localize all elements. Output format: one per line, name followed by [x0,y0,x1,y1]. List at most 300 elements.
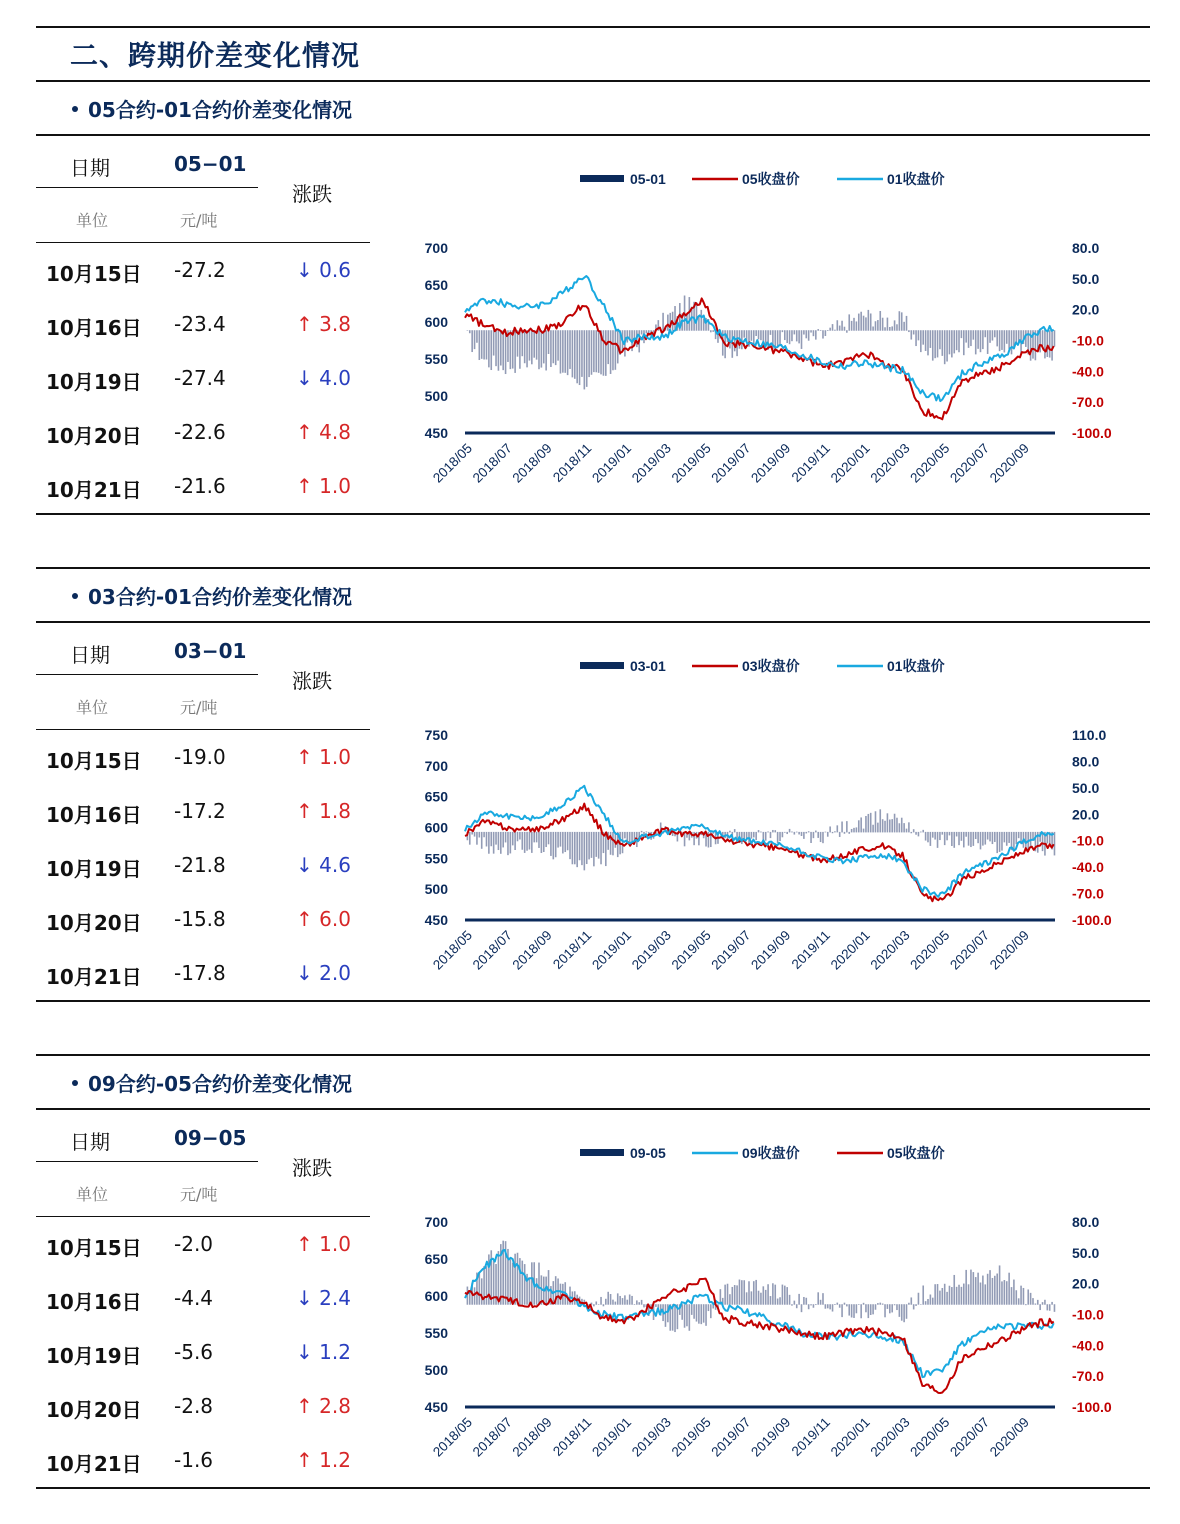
legend-swatch-bar [580,662,624,669]
spread-bar [772,830,774,832]
spread-bar [521,330,523,356]
right-tick-label: -10.0 [1072,1306,1104,1323]
spread-bar [536,1278,538,1305]
row-date: 10月15日 [46,1236,142,1260]
spread-bar [696,1304,698,1321]
spread-bar [970,832,972,847]
spread-bar [488,330,490,367]
spread-bar [891,819,893,832]
spread-bar [798,330,800,343]
spread-bar [562,832,564,854]
spread-bar [638,1302,640,1305]
spread-bar [543,832,545,852]
spread-bar [741,832,743,844]
spread-bar [817,1292,819,1304]
x-tick-label: 2019/03 [628,440,674,486]
right-tick-label: 50.0 [1072,270,1100,287]
spread-bar [858,1304,860,1305]
spread-bar [612,1300,614,1305]
spread-bar [932,330,934,360]
spread-bar [784,832,786,833]
spread-bar [922,1285,924,1304]
spread-bar [684,1304,686,1327]
spread-bar [748,1281,750,1304]
spread-bar [853,1304,855,1318]
spread-bar [791,1304,793,1305]
spread-bar [646,330,648,333]
spread-bar [1011,1287,1013,1305]
spread-bar [961,330,963,338]
spread-bar [1044,330,1046,358]
row-date: 10月16日 [46,316,142,340]
spread-bar [493,330,495,355]
spread-bar [970,1270,972,1305]
spread-bar [598,832,600,859]
spread-bar [624,1295,626,1304]
spread-bar [517,832,519,841]
right-tick-label: 80.0 [1072,240,1100,256]
spread-bar [474,330,476,349]
spread-bar [996,832,998,853]
spread-bar [832,1304,834,1311]
spread-bar [968,832,970,846]
spread-bar [925,330,927,351]
spread-bar [987,330,989,354]
section-top-rule [36,1054,1150,1056]
spread-bar [765,832,767,841]
spread-bar [834,330,836,331]
right-tick-label: -70.0 [1072,1368,1104,1385]
spread-bar [782,330,784,332]
x-tick-label: 2020/07 [947,1414,993,1460]
spread-bar [882,819,884,832]
spread-bar [1044,1300,1046,1305]
spread-bar [984,832,986,845]
spread-bar [918,832,920,836]
spread-bar [918,1293,920,1305]
spread-bar [798,1294,800,1305]
spread-bar [930,330,932,348]
spread-bar [634,1304,636,1305]
spread-bar [521,832,523,850]
row-value: -4.4 [174,1286,214,1310]
row-date: 10月20日 [46,911,142,935]
spread-bar [1008,832,1010,843]
spread-bar [615,330,617,370]
spread-bar [951,832,953,846]
spread-bar [810,832,812,843]
spread-bar [846,821,848,832]
spread-bar [925,1301,927,1305]
spread-bar [1054,1304,1056,1312]
spread-bar [626,1300,628,1305]
spread-bar [796,330,798,341]
spread-bar [884,1304,886,1317]
spread-bar [868,1304,870,1318]
spread-bar [691,1304,693,1315]
spread-bar [624,832,626,838]
spread-bar [786,832,788,834]
spread-bar [970,330,972,346]
row-change: ↑ 1.0 [296,1232,351,1256]
spread-bar [922,330,924,344]
unit-label: 单位 [76,211,109,230]
spread-bar [887,1304,889,1309]
code-header: 05−01 [174,152,247,176]
spread-bar [820,1300,822,1305]
spread-bar [791,832,793,833]
spread-bar [481,330,483,359]
spread-bar [977,1273,979,1305]
spread-bar [512,832,514,845]
spread-bar [951,330,953,357]
spread-bar [514,1254,516,1305]
spread-bar [796,832,798,833]
row-value: -17.2 [174,799,226,823]
spread-bar [474,1287,476,1304]
spread-bar [1054,832,1056,856]
spread-bar [481,832,483,849]
spread-bar [1006,330,1008,344]
unit-label: 单位 [76,1185,109,1204]
spread-bar [968,330,970,348]
row-change: ↓ 0.6 [296,258,351,282]
spread-bar [636,1300,638,1304]
left-tick-label: 700 [424,757,448,774]
spread-bar [930,1295,932,1305]
spread-bar [958,1285,960,1305]
right-tick-label: -100.0 [1072,912,1112,928]
spread-bar [963,1284,965,1305]
right-tick-label: -40.0 [1072,363,1104,380]
spread-bar [922,830,924,833]
left-tick-label: 450 [424,912,448,928]
spread-bar [543,330,545,363]
code-header: 03−01 [174,639,247,663]
left-tick-label: 650 [424,788,448,805]
spread-bar [822,330,824,338]
spread-bar [1013,832,1015,851]
spread-bar [739,1280,741,1305]
spread-bar [865,317,867,330]
right-tick-label: -40.0 [1072,859,1104,876]
spread-bar [973,1272,975,1305]
spread-bar [865,816,867,832]
spread-bar [910,330,912,339]
left-tick-label: 650 [424,277,448,293]
spread-bar [834,831,836,832]
spread-bar [949,832,951,835]
spread-bar [875,1304,877,1310]
spread-bar [767,831,769,832]
unit-value: 元/吨 [180,698,218,717]
spread-bar [872,1304,874,1314]
spread-bar [808,1304,810,1309]
spread-bar [975,1277,977,1305]
spread-bar [846,1304,848,1306]
spread-bar [860,312,862,331]
legend-label: 05收盘价 [742,171,800,187]
left-tick-label: 500 [424,388,448,404]
spread-bar [519,832,521,840]
left-tick-label: 450 [424,425,448,441]
spread-bar [894,320,896,330]
spread-bar [798,832,800,835]
spread-bar [863,829,865,833]
x-tick-label: 2019/01 [589,927,635,973]
spread-bar [908,822,910,832]
section-05-01 [0,80,1180,550]
spread-bar [1008,330,1010,349]
spread-bar [576,330,578,383]
spread-bar [934,1284,936,1304]
right-tick-label: -100.0 [1072,425,1112,441]
spread-bar [493,832,495,854]
spread-bar [934,330,936,358]
spread-bar [751,330,753,341]
spread-bar [894,814,896,833]
spread-bar [469,330,471,333]
spread-bar [708,1304,710,1311]
spread-bar [1042,1302,1044,1305]
spread-bar [746,1292,748,1304]
unit-rule [36,242,370,243]
spread-bar [510,330,512,369]
left-tick-label: 650 [424,1251,448,1267]
right-tick-label: 80.0 [1072,1214,1100,1230]
spread-bar [600,832,602,864]
spread-bar [576,832,578,867]
x-tick-label: 2019/09 [748,927,794,973]
spread-bar [834,1304,836,1305]
spread-bar [810,330,812,332]
spread-bar [841,822,843,833]
spread-bar [603,1304,605,1306]
spread-bar [514,832,516,850]
spread-bar [829,826,831,832]
spread-bar [498,832,500,850]
spread-bar [839,832,841,837]
spread-bar [989,330,991,343]
legend-label: 03收盘价 [742,658,800,674]
spread-bar [946,330,948,361]
spread-bar [994,330,996,337]
legend-label: 09-05 [630,1145,666,1161]
left-tick-label: 700 [424,240,448,256]
right-tick-label: 80.0 [1072,753,1100,770]
spread-bar [734,829,736,832]
spread-bar [949,1286,951,1305]
spread-bar [500,330,502,365]
spread-bar [915,832,917,835]
spread-bar [564,832,566,852]
spread-bar [490,832,492,846]
spread-bar [502,330,504,370]
spread-bar [894,1304,896,1305]
spread-bar [853,318,855,331]
spread-bar [588,832,590,859]
spread-bar [786,1287,788,1305]
spread-bar [743,330,745,337]
spread-bar [595,832,597,857]
spread-bar [524,1264,526,1305]
spread-bar [488,832,490,854]
section-bottom-rule [36,1000,1150,1002]
spread-bar [851,829,853,832]
spread-bar [961,1287,963,1305]
spread-bar [944,832,946,845]
spread-bar [531,1262,533,1304]
spread-bar [564,330,566,373]
right-tick-label: -10.0 [1072,332,1104,349]
right-tick-label: 20.0 [1072,806,1100,823]
spread-bar [987,1274,989,1305]
spread-bar [498,330,500,370]
spread-bar [1006,1281,1008,1305]
spread-bar [486,832,488,847]
spread-bar [984,1284,986,1304]
spread-bar [870,813,872,833]
spread-bar [1013,1280,1015,1305]
spread-bar [626,330,628,342]
spread-bar [760,330,762,340]
spread-bar [925,832,927,841]
spread-bar [605,330,607,376]
spread-bar [908,330,910,332]
date-header: 日期 [70,643,110,667]
spread-bar [839,326,841,331]
spread-bar [665,1304,667,1327]
spread-bar [887,318,889,331]
spread-bar [1015,832,1017,844]
spread-bar [521,1261,523,1305]
right-tick-label: -40.0 [1072,1337,1104,1354]
spread-bar [942,832,944,835]
section-rule [36,1108,1150,1110]
spread-bar [889,1304,891,1313]
spread-bar [887,813,889,832]
spread-bar [1049,330,1051,357]
spread-bar [641,330,643,334]
spread-bar [1032,1298,1034,1305]
spread-bar [817,832,819,838]
x-tick-label: 2020/07 [947,440,993,486]
section-rule [36,134,1150,136]
spread-bar [545,330,547,370]
spread-bar [808,330,810,340]
spread-bar [686,1304,688,1326]
spread-bar [994,1276,996,1305]
right-tick-label: -100.0 [1072,1399,1112,1415]
spread-bar [629,1294,631,1304]
spread-bar [729,831,731,833]
x-tick-label: 2018/11 [550,440,595,485]
spread-bar [495,330,497,366]
spread-bar [808,831,810,832]
spread-bar [856,827,858,832]
row-change: ↓ 1.2 [296,1340,351,1364]
spread-bar [1008,1273,1010,1305]
spread-bar [662,313,664,331]
x-tick-label: 2020/03 [867,927,913,973]
left-tick-label: 550 [424,351,448,367]
spread-bar [760,832,762,833]
spread-bar [765,1290,767,1305]
spread-bar [689,1304,691,1331]
spread-bar [982,1276,984,1305]
row-change: ↓ 2.4 [296,1286,351,1310]
spread-bar [538,1263,540,1305]
spread-bar [992,1278,994,1305]
unit-label: 单位 [76,698,109,717]
spread-bar [953,1275,955,1305]
legend-label: 05-01 [630,171,666,187]
x-tick-label: 2019/03 [628,1414,674,1460]
spread-bar [879,311,881,331]
spread-bar [946,1292,948,1305]
spread-bar [980,832,982,849]
spread-bar [703,1304,705,1322]
spread-bar [584,330,586,389]
spread-bar [615,1302,617,1305]
spread-bar [782,832,784,837]
spread-bar [942,330,944,356]
row-change: ↑ 1.2 [296,1448,351,1472]
spread-bar [896,818,898,833]
spread-bar [872,326,874,330]
spread-bar [939,330,941,349]
spread-bar [856,321,858,330]
x-tick-label: 2020/09 [986,440,1032,486]
spread-bar [731,1287,733,1305]
spread-bar [502,832,504,848]
spread-bar [643,1304,645,1307]
x-tick-label: 2020/09 [986,1414,1032,1460]
spread-bar [1035,1303,1037,1304]
spread-bar [889,819,891,832]
row-date: 10月19日 [46,857,142,881]
spread-bar [870,1304,872,1315]
spread-bar [865,1304,867,1312]
spread-bar [965,330,967,342]
spread-bar [751,1291,753,1304]
spread-bar [479,330,481,360]
right-tick-label: 110.0 [1072,727,1107,743]
spread-bar [1054,330,1056,346]
spread-bar [815,831,817,833]
spread-bar [777,1299,779,1305]
right-tick-label: 50.0 [1072,1244,1100,1261]
spread-bar [541,330,543,367]
spread-bar [891,326,893,330]
spread-bar [603,330,605,375]
spread-bar [786,330,788,343]
right-tick-label: 50.0 [1072,779,1100,796]
spread-bar [1015,1290,1017,1304]
row-change: ↓ 2.0 [296,961,351,985]
x-tick-label: 2018/07 [469,1414,515,1460]
left-tick-label: 700 [424,1214,448,1230]
spread-bar [1001,1281,1003,1304]
spread-bar [779,330,781,345]
row-date: 10月19日 [46,1344,142,1368]
spread-bar [965,832,967,837]
spread-bar [953,330,955,353]
spread-bar [851,321,853,331]
row-date: 10月21日 [46,965,142,989]
spread-bar [784,1286,786,1305]
spread-bar [529,1277,531,1304]
